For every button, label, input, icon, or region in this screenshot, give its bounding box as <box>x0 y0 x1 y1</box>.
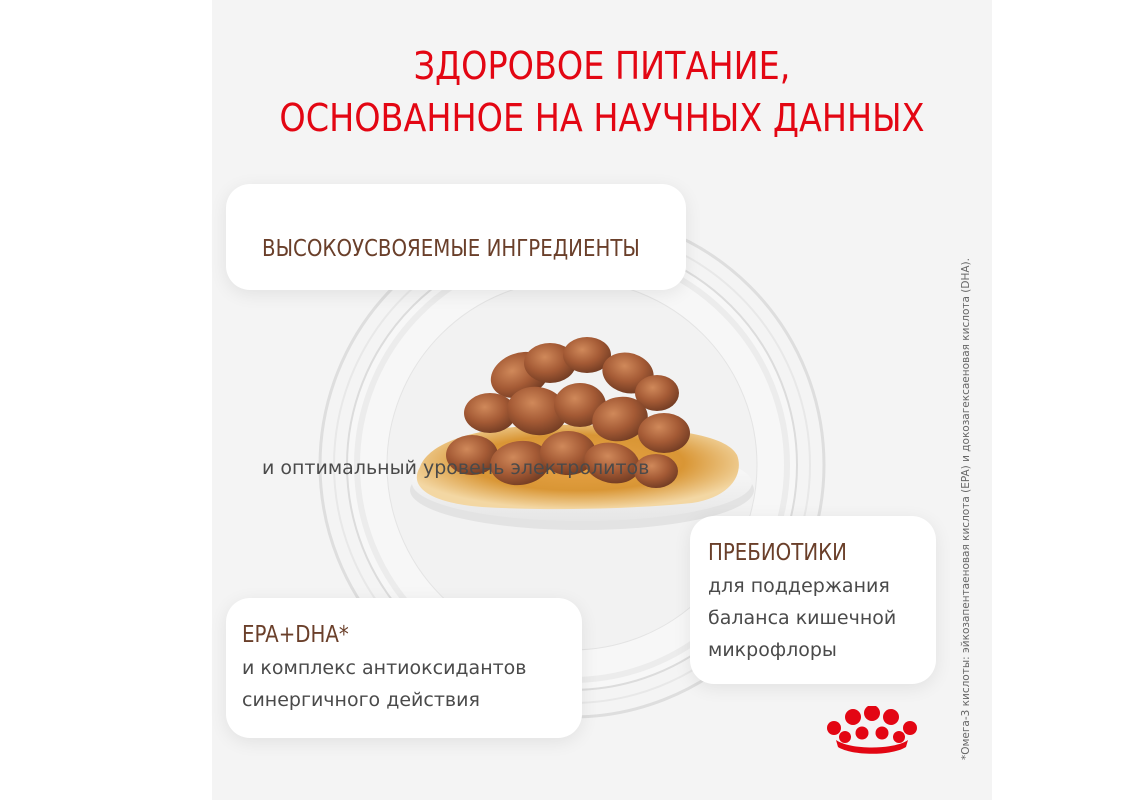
headline-line-2: ОСНОВАННОЕ НА НАУЧНЫХ ДАННЫХ <box>279 96 925 140</box>
feature-card-epa-dha <box>226 598 582 738</box>
card-title: ПРЕБИОТИКИ <box>708 540 847 566</box>
headline <box>259 40 945 144</box>
crown-logo-icon <box>822 706 922 758</box>
card-title: EPA+DHA* <box>242 622 349 648</box>
card-title: ВЫСОКОУСВОЯЕМЫЕ ИНГРЕДИЕНТЫ <box>262 236 640 262</box>
card-text-line-1: для поддержания <box>708 575 890 597</box>
card-text-line-2: баланса кишечной <box>708 607 897 629</box>
card-text-line-1: и комплекс антиоксидантов <box>242 657 527 679</box>
footnote: *Омега-3 кислоты: эйкозапентаеновая кислота (EPA) и докозагексаеновая кислота (DHA). <box>960 258 972 760</box>
card-text: и оптимальный уровень электролитов <box>262 457 650 479</box>
feature-card-prebiotics <box>690 516 936 684</box>
card-text-line-2: синергичного действия <box>242 689 480 711</box>
headline-line-1: ЗДОРОВОЕ ПИТАНИЕ, <box>413 44 791 88</box>
card-text-line-3: микрофлоры <box>708 639 837 661</box>
feature-card-ingredients <box>226 184 686 479</box>
